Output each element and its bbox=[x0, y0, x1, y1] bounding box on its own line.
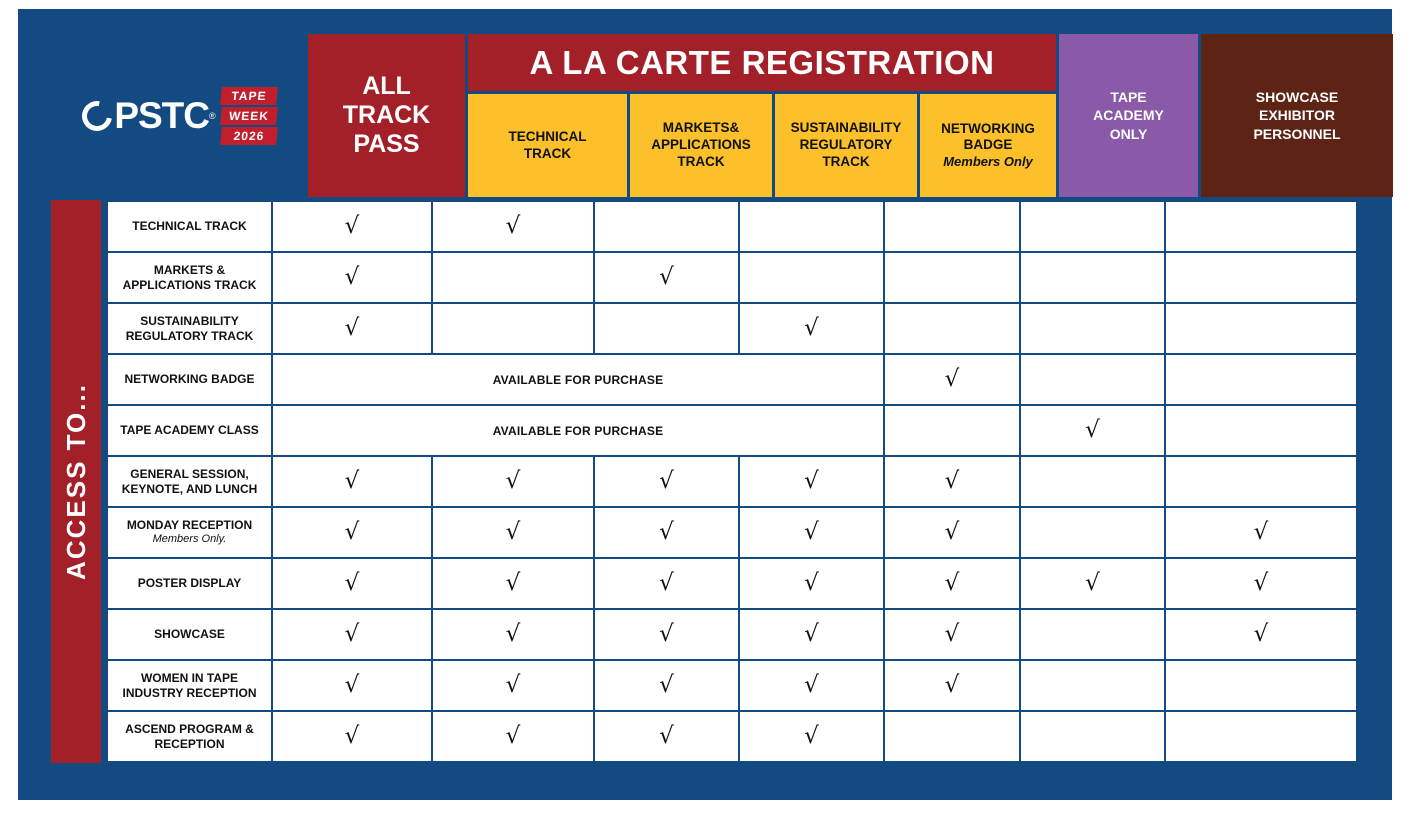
all-track-pass-line-3: PASS bbox=[353, 129, 420, 158]
cell-monday-reception-networking bbox=[884, 507, 1020, 558]
cell-technical-track-academy bbox=[1020, 201, 1165, 252]
cell-showcase-markets bbox=[594, 609, 739, 660]
cell-technical-track-all-track-pass bbox=[272, 201, 432, 252]
check-icon: √ bbox=[344, 672, 360, 698]
sustainability-track-line-3: TRACK bbox=[822, 153, 870, 169]
showcase-exhibitor-line-1: SHOWCASE bbox=[1255, 89, 1339, 106]
check-icon: √ bbox=[1085, 570, 1100, 596]
column-header-sustainability-regulatory-track bbox=[775, 94, 920, 197]
row-label-ascend-program-reception bbox=[107, 711, 272, 762]
check-icon: √ bbox=[1253, 621, 1269, 647]
technical-track-line-1: TECHNICAL bbox=[508, 128, 587, 144]
cell-showcase-academy bbox=[1020, 609, 1165, 660]
table-row bbox=[107, 558, 1357, 609]
showcase-exhibitor-line-2: EXHIBITOR bbox=[1259, 107, 1335, 124]
row-label-line-1: SUSTAINABILITY bbox=[140, 313, 239, 328]
table-header bbox=[51, 34, 1393, 197]
check-icon: √ bbox=[344, 213, 360, 239]
table-row bbox=[107, 507, 1357, 558]
a-la-carte-columns bbox=[468, 91, 1056, 197]
cell-networking-badge-networking bbox=[884, 354, 1020, 405]
check-icon: √ bbox=[944, 468, 960, 494]
cell-monday-reception-academy bbox=[1020, 507, 1165, 558]
tape-academy-line-3: ONLY bbox=[1109, 125, 1148, 142]
tape-academy-line-2: ACADEMY bbox=[1093, 107, 1164, 124]
access-to-label: ACCESS TO... bbox=[60, 383, 91, 580]
cell-showcase-sustainability bbox=[739, 609, 884, 660]
cell-women-in-tape-sustainability bbox=[739, 660, 884, 711]
brand-logo-cell bbox=[51, 34, 308, 197]
cell-technical-track-sustainability bbox=[739, 201, 884, 252]
cell-sustainability-technical bbox=[432, 303, 594, 354]
row-label-line-2: REGULATORY TRACK bbox=[125, 328, 254, 343]
cell-networking-badge-academy bbox=[1020, 354, 1165, 405]
column-header-showcase-exhibitor-personnel bbox=[1201, 34, 1393, 197]
check-icon: √ bbox=[505, 570, 521, 596]
cell-poster-display-networking bbox=[884, 558, 1020, 609]
check-icon: √ bbox=[659, 621, 674, 647]
cell-women-in-tape-markets bbox=[594, 660, 739, 711]
check-icon: √ bbox=[344, 468, 360, 494]
column-header-markets-applications-track bbox=[630, 94, 775, 197]
row-label-line-1: GENERAL SESSION, bbox=[130, 466, 249, 481]
table-row bbox=[107, 405, 1357, 456]
check-icon: √ bbox=[505, 213, 521, 239]
cell-markets-technical bbox=[432, 252, 594, 303]
table-row bbox=[107, 456, 1357, 507]
table-row bbox=[107, 201, 1357, 252]
check-icon: √ bbox=[1253, 570, 1269, 596]
cell-sustainability-sustainability bbox=[739, 303, 884, 354]
check-icon: √ bbox=[505, 672, 521, 698]
check-icon: √ bbox=[659, 723, 674, 749]
access-to-sidebar bbox=[51, 200, 101, 763]
column-header-all-track-pass bbox=[308, 34, 468, 197]
row-label-sustainability-regulatory-track bbox=[107, 303, 272, 354]
tape-week-badge bbox=[221, 87, 277, 145]
check-icon: √ bbox=[1085, 417, 1100, 443]
cell-poster-display-academy bbox=[1020, 558, 1165, 609]
check-icon: √ bbox=[505, 519, 521, 545]
check-icon: √ bbox=[344, 570, 360, 596]
cell-monday-reception-sustainability bbox=[739, 507, 884, 558]
cell-markets-sustainability bbox=[739, 252, 884, 303]
showcase-exhibitor-line-3: PERSONNEL bbox=[1253, 125, 1341, 142]
table-row bbox=[107, 609, 1357, 660]
row-label-line-2: APPLICATIONS TRACK bbox=[122, 277, 257, 292]
table-row bbox=[107, 252, 1357, 303]
cell-general-session-showcase bbox=[1165, 456, 1357, 507]
check-icon: √ bbox=[804, 519, 819, 545]
cell-general-session-markets bbox=[594, 456, 739, 507]
check-icon: √ bbox=[804, 621, 819, 647]
swoosh-icon bbox=[76, 95, 118, 137]
all-track-pass-line-2: TRACK bbox=[342, 101, 431, 130]
networking-badge-line-1: NETWORKING bbox=[941, 120, 1035, 136]
cell-showcase-showcase bbox=[1165, 609, 1357, 660]
markets-track-line-3: TRACK bbox=[677, 153, 725, 169]
cell-general-session-networking bbox=[884, 456, 1020, 507]
cell-sustainability-showcase bbox=[1165, 303, 1357, 354]
row-label-poster-display: POSTER DISPLAY bbox=[107, 558, 272, 609]
check-icon: √ bbox=[944, 366, 960, 392]
cell-sustainability-academy bbox=[1020, 303, 1165, 354]
check-icon: √ bbox=[659, 468, 674, 494]
cell-ascend-markets bbox=[594, 711, 739, 762]
sustainability-track-line-2: REGULATORY bbox=[799, 137, 893, 153]
table-row bbox=[107, 354, 1357, 405]
cell-general-session-technical bbox=[432, 456, 594, 507]
cell-markets-academy bbox=[1020, 252, 1165, 303]
row-label-women-in-tape-industry-reception bbox=[107, 660, 272, 711]
cell-women-in-tape-technical bbox=[432, 660, 594, 711]
row-label-sub: Members Only. bbox=[152, 533, 227, 546]
cell-ascend-all-track-pass bbox=[272, 711, 432, 762]
table-row bbox=[107, 711, 1357, 762]
table-row bbox=[107, 660, 1357, 711]
check-icon: √ bbox=[804, 723, 819, 749]
pstc-logo-text: PSTC bbox=[114, 94, 210, 136]
row-label-markets-applications-track bbox=[107, 252, 272, 303]
all-track-pass-line-1: ALL bbox=[362, 72, 411, 101]
check-icon: √ bbox=[659, 570, 674, 596]
cell-tape-academy-class-academy bbox=[1020, 405, 1165, 456]
cell-technical-track-networking bbox=[884, 201, 1020, 252]
markets-track-line-1: MARKETS& bbox=[662, 120, 740, 136]
cell-poster-display-sustainability bbox=[739, 558, 884, 609]
cell-monday-reception-showcase bbox=[1165, 507, 1357, 558]
check-icon: √ bbox=[344, 519, 360, 545]
cell-markets-networking bbox=[884, 252, 1020, 303]
cell-ascend-technical bbox=[432, 711, 594, 762]
cell-monday-reception-markets bbox=[594, 507, 739, 558]
cell-sustainability-all-track-pass bbox=[272, 303, 432, 354]
check-icon: √ bbox=[944, 672, 960, 698]
cell-ascend-academy bbox=[1020, 711, 1165, 762]
cell-sustainability-markets bbox=[594, 303, 739, 354]
logo-wrap bbox=[82, 87, 276, 145]
row-label-general-session-keynote-lunch bbox=[107, 456, 272, 507]
cell-monday-reception-technical bbox=[432, 507, 594, 558]
networking-badge-sub: Members Only bbox=[943, 154, 1033, 170]
tape-week-line-2: WEEK bbox=[220, 107, 278, 125]
cell-poster-display-all-track-pass bbox=[272, 558, 432, 609]
cell-ascend-sustainability bbox=[739, 711, 884, 762]
cell-showcase-networking bbox=[884, 609, 1020, 660]
technical-track-line-2: TRACK bbox=[523, 145, 572, 161]
row-label-showcase: SHOWCASE bbox=[107, 609, 272, 660]
check-icon: √ bbox=[804, 315, 819, 341]
check-icon: √ bbox=[944, 570, 960, 596]
row-label-tape-academy-class: TAPE ACADEMY CLASS bbox=[107, 405, 272, 456]
cell-ascend-networking bbox=[884, 711, 1020, 762]
cell-women-in-tape-showcase bbox=[1165, 660, 1357, 711]
cell-markets-showcase bbox=[1165, 252, 1357, 303]
row-label-technical-track: TECHNICAL TRACK bbox=[107, 201, 272, 252]
cell-poster-display-showcase bbox=[1165, 558, 1357, 609]
check-icon: √ bbox=[804, 570, 819, 596]
column-header-technical-track bbox=[468, 94, 630, 197]
tape-academy-line-1: TAPE bbox=[1110, 89, 1147, 106]
cell-tape-academy-class-available-for-purchase: AVAILABLE FOR PURCHASE bbox=[272, 405, 884, 456]
cell-showcase-technical bbox=[432, 609, 594, 660]
a-la-carte-group bbox=[468, 34, 1056, 197]
check-icon: √ bbox=[804, 672, 819, 698]
tape-week-line-1: TAPE bbox=[220, 87, 278, 105]
cell-poster-display-technical bbox=[432, 558, 594, 609]
check-icon: √ bbox=[944, 621, 960, 647]
column-header-tape-academy-only bbox=[1056, 34, 1201, 197]
check-icon: √ bbox=[344, 621, 360, 647]
cell-ascend-showcase bbox=[1165, 711, 1357, 762]
check-icon: √ bbox=[505, 468, 521, 494]
check-icon: √ bbox=[659, 519, 674, 545]
cell-women-in-tape-networking bbox=[884, 660, 1020, 711]
row-label-line-2: INDUSTRY RECEPTION bbox=[122, 685, 257, 700]
check-icon: √ bbox=[1253, 519, 1269, 545]
pstc-logo bbox=[82, 95, 214, 137]
check-icon: √ bbox=[344, 315, 360, 341]
check-icon: √ bbox=[804, 468, 819, 494]
cell-tape-academy-class-networking bbox=[884, 405, 1020, 456]
cell-general-session-sustainability bbox=[739, 456, 884, 507]
row-label-line-1: MARKETS & bbox=[153, 262, 226, 277]
check-icon: √ bbox=[344, 264, 360, 290]
row-label-line-1: ASCEND PROGRAM & bbox=[125, 721, 254, 736]
cell-monday-reception-all-track-pass bbox=[272, 507, 432, 558]
cell-networking-badge-showcase bbox=[1165, 354, 1357, 405]
column-header-networking-badge bbox=[920, 94, 1056, 197]
sustainability-track-line-1: SUSTAINABILITY bbox=[790, 120, 902, 136]
cell-showcase-all-track-pass bbox=[272, 609, 432, 660]
cell-women-in-tape-all-track-pass bbox=[272, 660, 432, 711]
table-body-area bbox=[51, 200, 1358, 763]
row-label-line-1: WOMEN IN TAPE bbox=[140, 670, 239, 685]
check-icon: √ bbox=[505, 723, 521, 749]
cell-general-session-all-track-pass bbox=[272, 456, 432, 507]
table-row bbox=[107, 303, 1357, 354]
cell-technical-track-markets bbox=[594, 201, 739, 252]
matrix-body bbox=[107, 201, 1357, 762]
row-label-networking-badge: NETWORKING BADGE bbox=[107, 354, 272, 405]
row-label-line-1: MONDAY RECEPTION bbox=[126, 518, 253, 533]
check-icon: √ bbox=[659, 264, 674, 290]
cell-tape-academy-class-showcase bbox=[1165, 405, 1357, 456]
check-icon: √ bbox=[344, 723, 360, 749]
row-label-line-2: RECEPTION bbox=[154, 736, 225, 751]
cell-markets-markets bbox=[594, 252, 739, 303]
cell-technical-track-showcase bbox=[1165, 201, 1357, 252]
cell-technical-track-technical bbox=[432, 201, 594, 252]
cell-poster-display-markets bbox=[594, 558, 739, 609]
row-label-monday-reception bbox=[107, 507, 272, 558]
cell-networking-badge-available-for-purchase: AVAILABLE FOR PURCHASE bbox=[272, 354, 884, 405]
poster-frame bbox=[18, 9, 1392, 800]
row-label-line-2: KEYNOTE, AND LUNCH bbox=[121, 481, 258, 496]
cell-markets-all-track-pass bbox=[272, 252, 432, 303]
tape-week-line-3: 2026 bbox=[220, 127, 278, 145]
check-icon: √ bbox=[505, 621, 521, 647]
registered-mark: ® bbox=[209, 110, 215, 121]
a-la-carte-title: A LA CARTE REGISTRATION bbox=[468, 34, 1056, 91]
networking-badge-line-2: BADGE bbox=[963, 137, 1013, 153]
access-matrix-table bbox=[106, 200, 1358, 763]
matrix-container bbox=[51, 34, 1393, 794]
check-icon: √ bbox=[659, 672, 674, 698]
check-icon: √ bbox=[944, 519, 960, 545]
cell-sustainability-networking bbox=[884, 303, 1020, 354]
cell-women-in-tape-academy bbox=[1020, 660, 1165, 711]
markets-track-line-2: APPLICATIONS bbox=[651, 137, 751, 153]
cell-general-session-academy bbox=[1020, 456, 1165, 507]
